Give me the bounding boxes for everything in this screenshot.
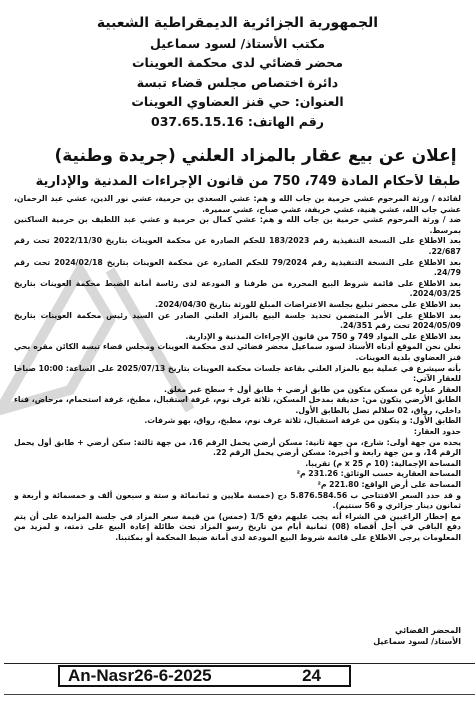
body-paragraph: بأنه سيشرع في عملية بيع بالمزاد العلني بقاعة جلسات محكمة العوينات بتاريخ 2025/07/13 على الساعة: 10:00 صباحا للعقار الآتي: bbox=[14, 363, 461, 384]
body-paragraph: المساحة على أرض الواقع: 221.80 م² bbox=[317, 480, 461, 490]
body-paragraph: و قد حدد السعر الافتتاحي ب 5.876.584.56 دج (خمسة ملايين و ثمانمائة و ستة و سبعون ألف و خمسمائة و أربعة و ثمانون دينار جزائري و 56 سنتيم). bbox=[14, 490, 461, 511]
page-number: 24 bbox=[302, 666, 321, 685]
body-paragraph: نعلن نحن الموقع أدناه الأستاذ لسود سماعيل محضر قضائي لدى محكمة العوينات ومجلس قضاء تبسة الكائن مقره بحي قنز العضاوي بلدية العوينات. bbox=[14, 342, 461, 362]
body-paragraph: ضد / ورثة المرحوم عشي حرمية بن جاب الله و هم: عشي كمال بن حرمية و عشي عبد اللطيف بن حرمية الساكنين بمرسط. bbox=[14, 215, 461, 235]
body-paragraph: المساحة العقارية حسب الوثائق: 231.26 م² bbox=[296, 469, 461, 479]
header-block bbox=[0, 14, 475, 131]
body-paragraph: لفائدة / ورثة المرحوم عشي حرمية بن جاب الله و هم: عشي السعدي بن حرمية، عشي نور الدين، عشي عبد الرحمان، عشي جاب الله، عشي هنية، عشي خريفة، عشي صباح، عشي سميرة. bbox=[14, 194, 461, 214]
body-paragraph: بعد الاطلاع على المواد 749 و 750 من قانون الإجراءات المدنية و الإدارية. bbox=[185, 331, 461, 341]
body-paragraph: مع إخطار الراغبين في الشراء أنه يجب عليهم دفع 1/5 (خمس) من قيمة سعر المزاد في جلسة المزايدة على أن يتم دفع الباقي في أجل أقصاه (08) ثمانية أيام من تاريخ رسو المزاد تحت طائلة إعادة البيع على ذمته، و لمزيد من المعلومات يرجى الاطلاع على قائمة شروط البيع المودعة لدى أمانة ضبط المحكمة أو بمكتبنا. bbox=[14, 511, 461, 542]
body-paragraph: بعد الاطلاع على النسخة التنفيذية رقم 79/2024 للحكم الصادرة عن محكمة العوينات بتاريخ 2024/02/18 تحت رقم 24/79. bbox=[14, 257, 461, 278]
body-paragraph: الطابق الأول: و يتكون من غرفة استقبال، ثلاثة غرف نوم، مطبخ، رواق، بهو شرفات. bbox=[144, 416, 461, 426]
body-paragraph: بعد الاطلاع على الأمر المتضمن تحديد جلسة البيع بالمزاد العلني الصادر عن السيد رئيس محكمة العوينات بتاريخ 2024/05/09 تحت رقم 24/351. bbox=[14, 310, 461, 331]
header-office: مكتب الأستاذ/ لسود سماعيل bbox=[150, 35, 325, 51]
body-paragraph: حدود العقار: bbox=[413, 427, 461, 437]
body-paragraph: بعد الاطلاع على قائمة شروط البيع المحررة من طرفنا و المودعة لدى رئاسة أمانة الضبط محكمة العوينات بتاريخ 2024/03/25. bbox=[14, 278, 461, 299]
newspaper-reference: An-Nasr26-6-2025 bbox=[68, 666, 212, 685]
header-jurisdiction: دائرة اختصاص مجلس قضاء تبسة bbox=[136, 74, 339, 90]
notice-title: إعلان عن بيع عقار بالمزاد العلني (جريدة وطنية) bbox=[54, 146, 457, 166]
header-phone: رقم الهاتف: 037.65.15.16 bbox=[151, 113, 324, 129]
body-paragraph: بعد الاطلاع على النسخة التنفيذية رقم 183/2023 للحكم الصادرة عن محكمة العوينات بتاريخ 2022/11/30 تحت رقم 22/687. bbox=[14, 236, 461, 256]
signature-name: الأستاذ/ لسود سماعيل bbox=[373, 637, 461, 646]
notice-body bbox=[14, 194, 461, 624]
signature-block bbox=[373, 625, 461, 647]
body-paragraph: المساحة الإجمالية: (10 م x 25 م) تقريبا. bbox=[305, 458, 461, 468]
body-paragraph: العقار عبارة عن مسكن متكون من طابق أرضي + طابق أول + سطح غير مغلق. bbox=[164, 384, 461, 394]
body-paragraph: بعد الاطلاع على محضر تبليغ بجلسة الاعتراضات المبلغ للورثة بتاريخ 2024/04/30. bbox=[155, 299, 461, 309]
signature-title: المحضر القضائي bbox=[394, 626, 461, 635]
header-bailiff: محضر قضائي لدى محكمة العوينات bbox=[131, 55, 344, 70]
bottom-divider bbox=[4, 694, 475, 695]
notice-subtitle: طبقا لأحكام المادة 749، 750 من قانون الإجراءات المدنية والإدارية bbox=[35, 174, 461, 189]
footer-box bbox=[58, 665, 351, 687]
header-republic: الجمهورية الجزائرية الديمقراطية الشعبية bbox=[96, 15, 379, 31]
footer-divider bbox=[4, 663, 475, 664]
header-address: العنوان: حي قنز العضاوي العوينات bbox=[131, 94, 344, 109]
body-paragraph: الطابق الأرضي يتكون من: حديقة بمدخل المسكن، ثلاثة غرف نوم، غرفة استقبال، مطبخ، غرفة استحمام، مرحاض، فناء داخلي، رواق، 02 سلالم تصل بالطابق الأول. bbox=[14, 395, 461, 415]
body-paragraph: يحده من جهة أولى: شارع، من جهة ثانية: مسكن أرضي يحمل الرقم 16، من جهة ثالثة: سكن أرضي + طابق أول يحمل الرقم 14، و من جهة رابعة و أخيرة: مسكن أرضي يحمل الرقم 22. bbox=[14, 437, 461, 458]
